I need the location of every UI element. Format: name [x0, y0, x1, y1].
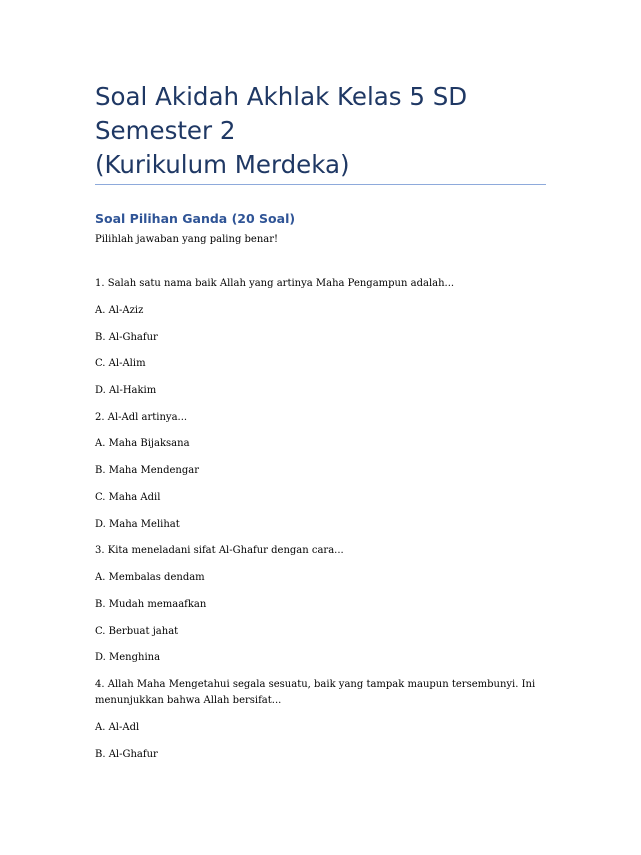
question-2-option-c: C. Maha Adil — [95, 492, 161, 503]
question-4-option-a: A. Al-Adl — [95, 722, 140, 733]
title-line-2: (Kurikulum Merdeka) — [95, 150, 350, 179]
question-3-text: 3. Kita meneladani sifat Al-Ghafur dengan cara... — [95, 545, 344, 556]
question-4-option-b: B. Al-Ghafur — [95, 749, 158, 760]
question-1-option-c: C. Al-Alim — [95, 358, 146, 369]
question-2-option-b: B. Maha Mendengar — [95, 465, 199, 476]
title-underline — [95, 184, 546, 185]
question-3-option-c: C. Berbuat jahat — [95, 626, 179, 637]
question-4-text-line-2: menunjukkan bahwa Allah bersifat... — [95, 695, 282, 706]
question-2-text: 2. Al-Adl artinya... — [95, 412, 188, 423]
question-1-text: 1. Salah satu nama baik Allah yang artinya Maha Pengampun adalah... — [95, 278, 455, 289]
question-1-option-b: B. Al-Ghafur — [95, 332, 158, 343]
question-3-option-d: D. Menghina — [95, 652, 161, 663]
section-heading: Soal Pilihan Ganda (20 Soal) — [95, 211, 296, 226]
question-4-text-line-1: 4. Allah Maha Mengetahui segala sesuatu, baik yang tampak maupun tersembunyi. Ini — [95, 679, 536, 690]
title-line-1: Soal Akidah Akhlak Kelas 5 SD Semester 2 — [95, 82, 468, 145]
instruction-text: Pilihlah jawaban yang paling benar! — [95, 234, 279, 245]
question-1-option-d: D. Al-Hakim — [95, 385, 157, 396]
question-2-option-d: D. Maha Melihat — [95, 519, 180, 530]
question-2-option-a: A. Maha Bijaksana — [95, 438, 190, 449]
question-3-option-b: B. Mudah memaafkan — [95, 599, 207, 610]
question-3-option-a: A. Membalas dendam — [95, 572, 205, 583]
document-title — [95, 80, 565, 182]
question-1-option-a: A. Al-Aziz — [95, 305, 144, 316]
